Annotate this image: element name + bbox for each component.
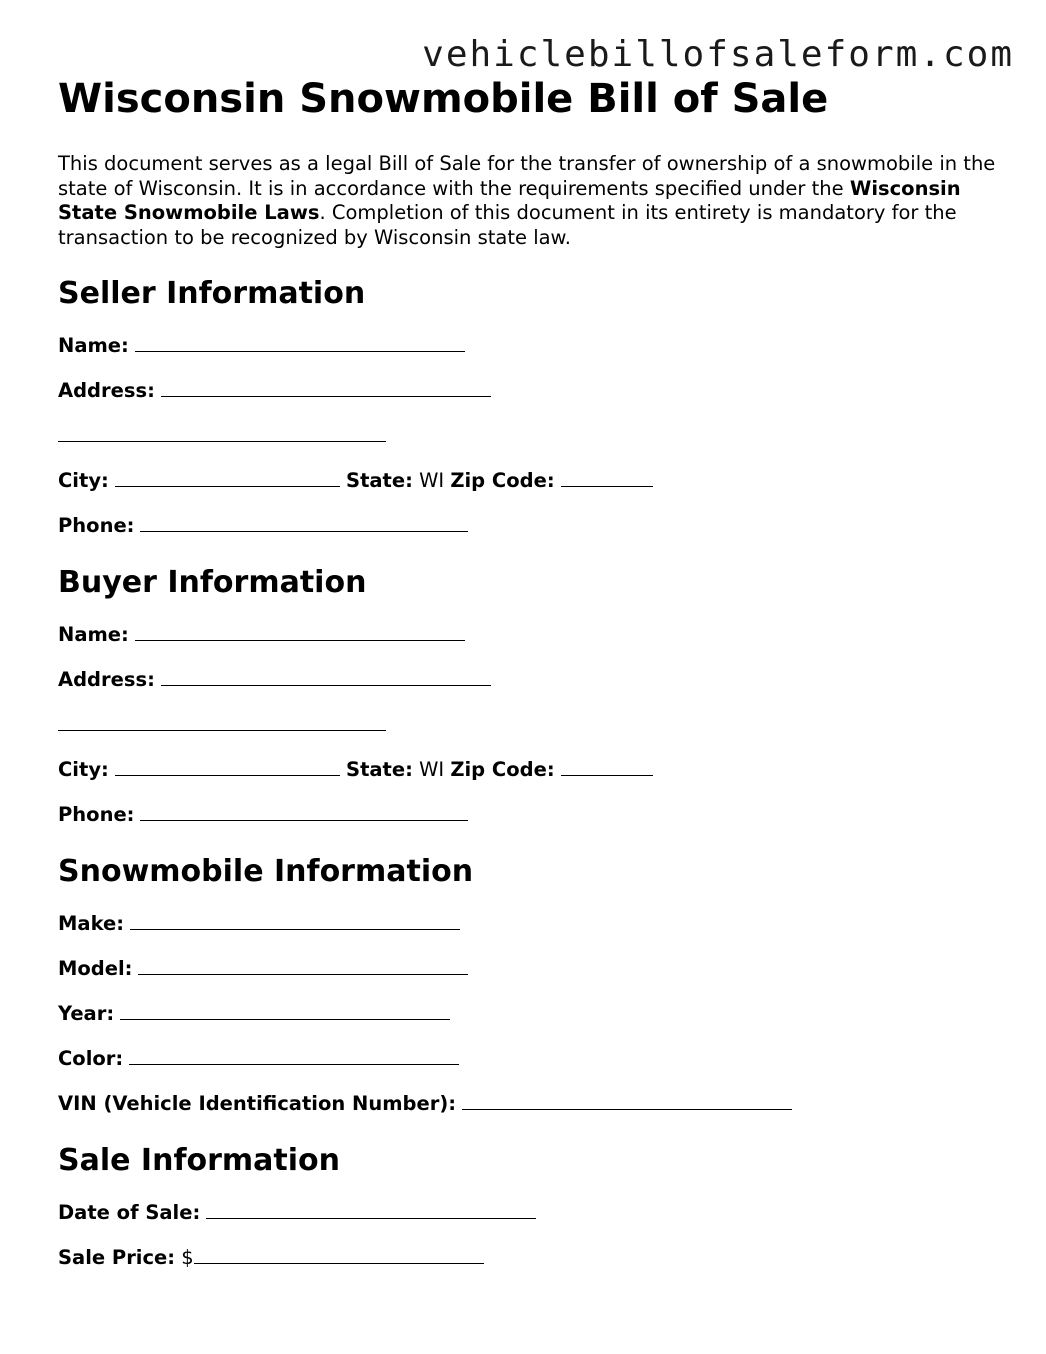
seller-city-label: City:: [58, 469, 109, 492]
vin-row: [58, 1089, 998, 1117]
seller-address-label: Address:: [58, 379, 155, 402]
intro-text-1: This document serves as a legal Bill of Sale for the transfer of ownership of a snowmobile in the state of Wisconsin. It is in accordance with the requirements specified under the: [58, 152, 996, 200]
sale-section: [58, 1141, 998, 1271]
seller-state-label: State:: [346, 469, 413, 492]
sale-heading: Sale Information: [58, 1143, 340, 1178]
make-field[interactable]: [130, 909, 460, 930]
seller-section: [58, 274, 998, 539]
buyer-zip-field[interactable]: [561, 755, 653, 776]
sale-price-row: [58, 1243, 998, 1271]
intro-paragraph: [58, 152, 998, 250]
buyer-state-value: WI: [419, 758, 445, 781]
seller-zip-label: Zip Code:: [450, 469, 555, 492]
buyer-city-row: [58, 755, 998, 783]
year-row: [58, 999, 998, 1027]
seller-phone-row: [58, 511, 998, 539]
seller-address-line2-row: [58, 421, 998, 449]
model-label: Model:: [58, 957, 133, 980]
site-watermark: vehiclebillofsaleform.com: [422, 34, 1014, 75]
sale-price-label: Sale Price:: [58, 1246, 176, 1269]
buyer-city-label: City:: [58, 758, 109, 781]
color-field[interactable]: [129, 1044, 459, 1065]
model-field[interactable]: [138, 954, 468, 975]
vin-field[interactable]: [462, 1089, 792, 1110]
buyer-address-field[interactable]: [161, 665, 491, 686]
intro-text-2: . Completion of this document in its entirety is mandatory for the transaction to be recognized by Wisconsin state law.: [58, 201, 957, 249]
year-field[interactable]: [120, 999, 450, 1020]
buyer-state-label: State:: [346, 758, 413, 781]
seller-state-value: WI: [419, 469, 445, 492]
buyer-address-row: [58, 665, 998, 693]
seller-address-row: [58, 376, 998, 404]
buyer-name-row: [58, 620, 998, 648]
buyer-address-line2-field[interactable]: [58, 710, 386, 731]
seller-address-field[interactable]: [161, 376, 491, 397]
buyer-address-line2-row: [58, 710, 998, 738]
buyer-section: [58, 563, 998, 828]
buyer-phone-label: Phone:: [58, 803, 135, 826]
buyer-zip-label: Zip Code:: [450, 758, 555, 781]
vin-label: VIN (Vehicle Identification Number):: [58, 1092, 457, 1115]
buyer-city-field[interactable]: [115, 755, 340, 776]
currency-symbol: $: [181, 1246, 194, 1269]
seller-phone-field[interactable]: [140, 511, 468, 532]
date-of-sale-field[interactable]: [206, 1198, 536, 1219]
seller-name-field[interactable]: [135, 331, 465, 352]
color-row: [58, 1044, 998, 1072]
model-row: [58, 954, 998, 982]
date-of-sale-label: Date of Sale:: [58, 1201, 201, 1224]
buyer-name-label: Name:: [58, 623, 129, 646]
buyer-phone-row: [58, 800, 998, 828]
make-row: [58, 909, 998, 937]
seller-city-field[interactable]: [115, 466, 340, 487]
intro-law-name: Wisconsin State Snowmobile Laws: [58, 176, 961, 224]
seller-address-line2-field[interactable]: [58, 421, 386, 442]
seller-city-row: [58, 466, 998, 494]
buyer-address-label: Address:: [58, 668, 155, 691]
sale-price-field[interactable]: [194, 1243, 484, 1264]
year-label: Year:: [58, 1002, 115, 1025]
buyer-heading: Buyer Information: [58, 565, 367, 600]
document-page: [58, 74, 998, 1271]
snowmobile-section: [58, 852, 998, 1117]
seller-zip-field[interactable]: [561, 466, 653, 487]
seller-heading: Seller Information: [58, 276, 366, 311]
seller-name-row: [58, 331, 998, 359]
document-title: Wisconsin Snowmobile Bill of Sale: [58, 76, 829, 122]
seller-name-label: Name:: [58, 334, 129, 357]
buyer-phone-field[interactable]: [140, 800, 468, 821]
buyer-name-field[interactable]: [135, 620, 465, 641]
snowmobile-heading: Snowmobile Information: [58, 854, 474, 889]
date-of-sale-row: [58, 1198, 998, 1226]
make-label: Make:: [58, 912, 125, 935]
seller-phone-label: Phone:: [58, 514, 135, 537]
color-label: Color:: [58, 1047, 124, 1070]
